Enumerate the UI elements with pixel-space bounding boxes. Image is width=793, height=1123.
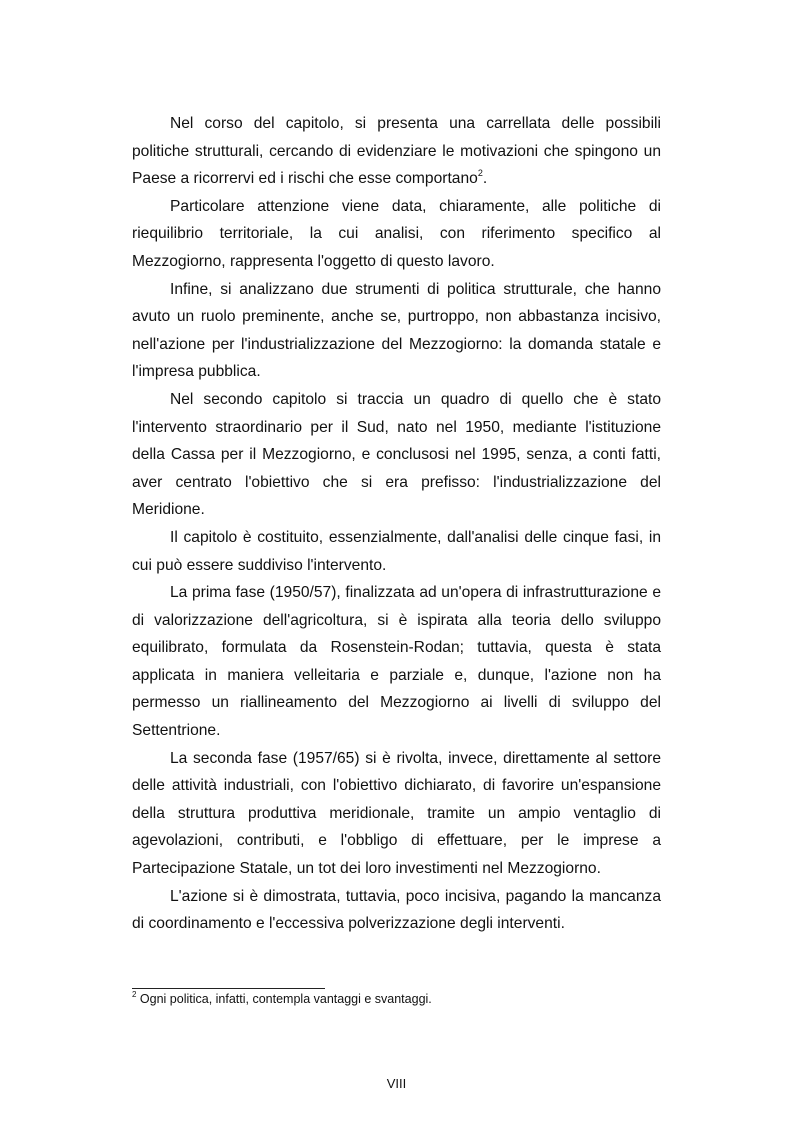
footnote-text: Ogni politica, infatti, contempla vantaggi e svantaggi.: [136, 992, 432, 1006]
paragraph-6: La prima fase (1950/57), finalizzata ad un'opera di infrastrutturazione e di valorizzazione dell'agricoltura, si è ispirata alla teoria dello sviluppo equilibrato, formulata da Rosenstein-Rodan; tuttavia, questa è stata applicata in maniera velleitaria e parziale e, dunque, l'azione non ha permesso un riallineamento del Mezzogiorno ai livelli di sviluppo del Settentrione.: [132, 584, 661, 740]
paragraph-2: Particolare attenzione viene data, chiaramente, alle politiche di riequilibrio territoriale, la cui analisi, con riferimento specifico al Mezzogiorno, rappresenta l'oggetto di questo lavoro.: [132, 197, 661, 270]
paragraph-3: Infine, si analizzano due strumenti di politica strutturale, che hanno avuto un ruolo preminente, anche se, purtroppo, non abbastanza incisivo, nell'azione per l'industrializzazione del Mezzogiorno: la domanda statale e l'impresa pubblica.: [132, 280, 661, 381]
paragraph-5: Il capitolo è costituito, essenzialmente, dall'analisi delle cinque fasi, in cui può essere suddiviso l'intervento.: [132, 528, 661, 574]
footnote-number: 2: [132, 989, 137, 999]
paragraph-8: L'azione si è dimostrata, tuttavia, poco incisiva, pagando la mancanza di coordinamento e l'eccessiva polverizzazione degli interventi.: [132, 887, 661, 933]
paragraph-7: La seconda fase (1957/65) si è rivolta, invece, direttamente al settore delle attività industriali, con l'obiettivo dichiarato, di favorire un'espansione della struttura produttiva meridionale, tramite un ampio ventaglio di agevolazioni, contributi, e l'obbligo di effettuare, per le imprese a Partecipazione Statale, un tot dei loro investimenti nel Mezzogiorno.: [132, 749, 661, 878]
paragraph-1: Nel corso del capitolo, si presenta una carrellata delle possibili politiche strutturali, cercando di evidenziare le motivazioni che spingono un Paese a ricorrervi ed i rischi che esse comportano$^2$.: [132, 115, 661, 188]
footnote-reference[interactable]: 2: [477, 168, 483, 178]
footnote: [132, 991, 661, 1007]
footnote-divider: [132, 988, 325, 989]
body-text: [132, 110, 661, 938]
page-number: VIII: [386, 1076, 407, 1091]
paragraph-4: Nel secondo capitolo si traccia un quadro di quello che è stato l'intervento straordinario per il Sud, nato nel 1950, mediante l'istituzione della Cassa per il Mezzogiorno, e conclusosi nel 1995, senza, a conti fatti, aver centrato l'obiettivo che si era prefisso: l'industrializzazione del Meridione.: [132, 390, 661, 519]
